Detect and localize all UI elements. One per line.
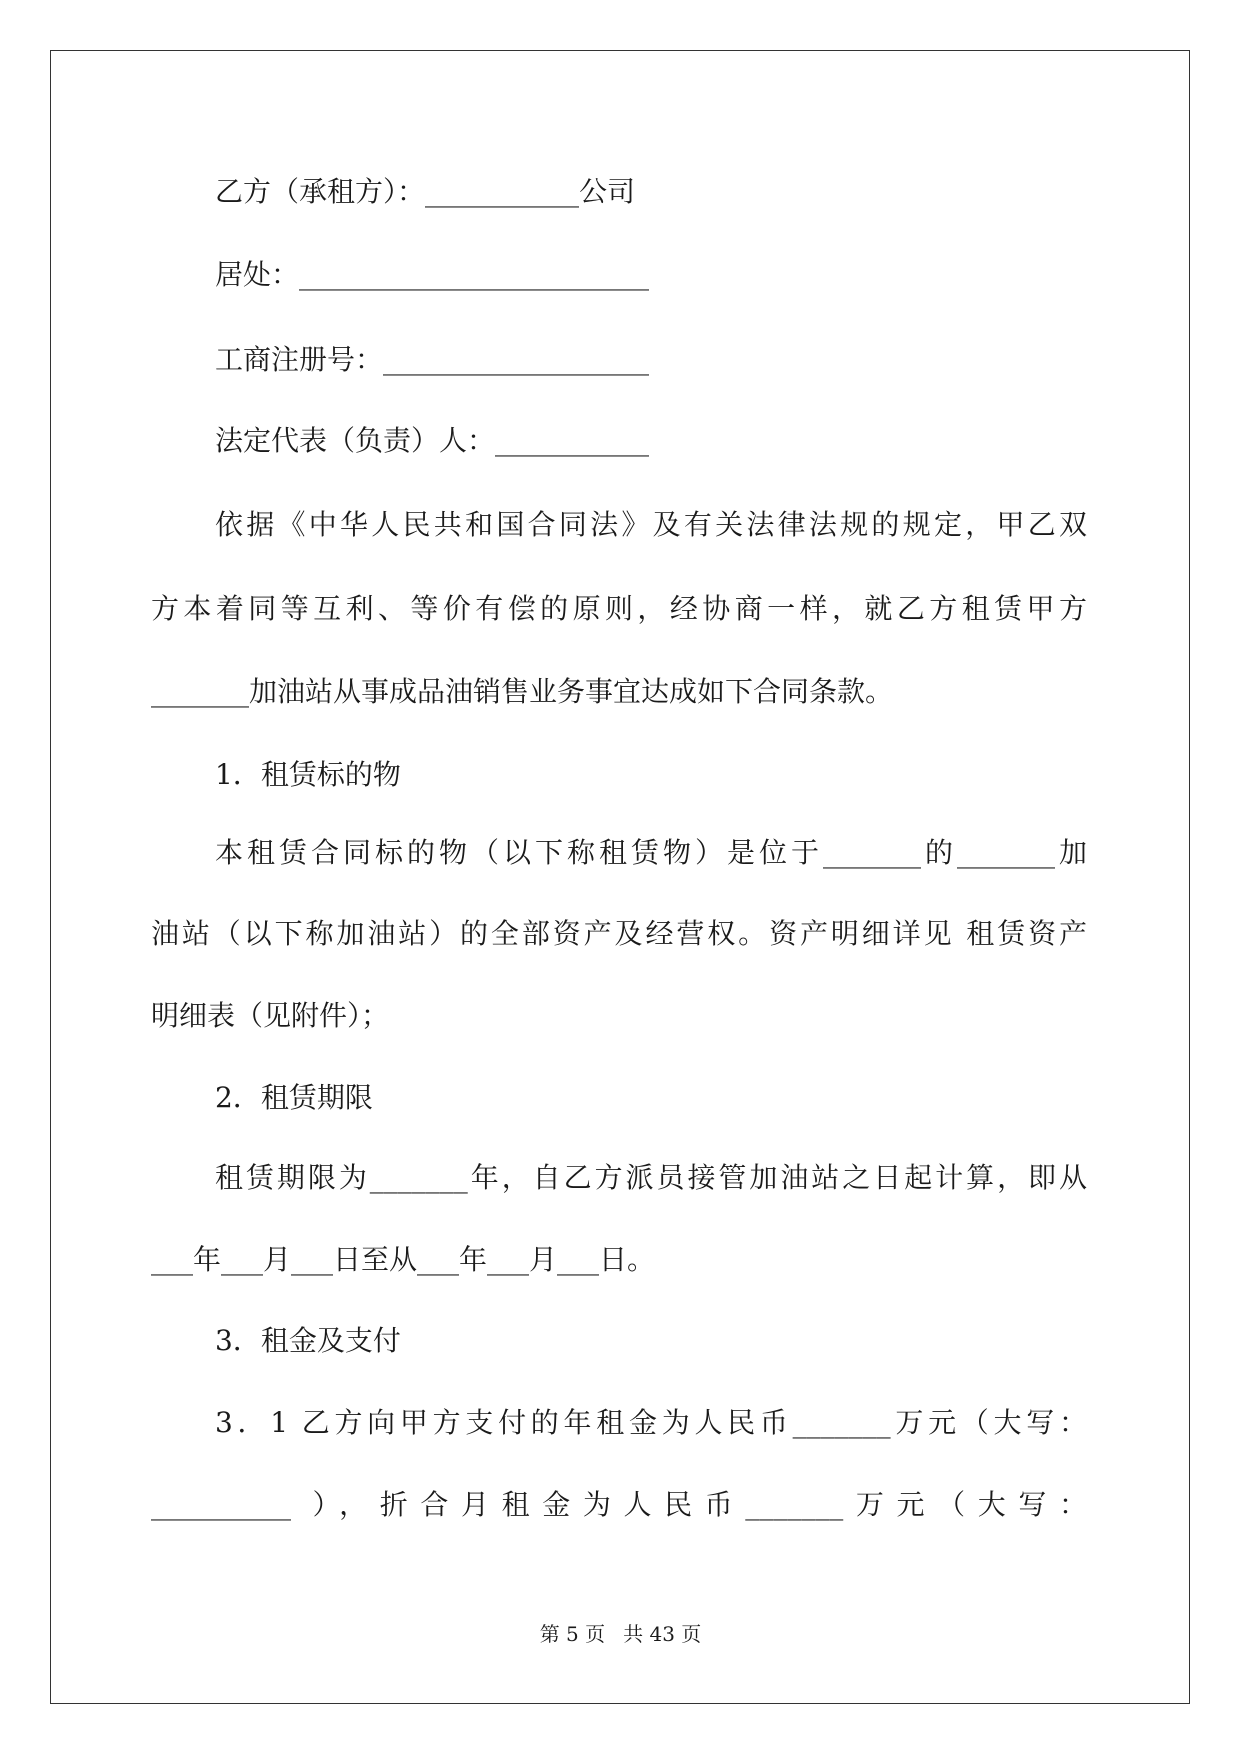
party-b-line: 乙方（承租方）：___________公司 [215, 175, 636, 208]
page-number: 第 5 页 [539, 1622, 606, 1646]
legal-rep-line: 法定代表（负责）人：___________ [215, 424, 650, 457]
paragraph-line: ___年___月___日至从___年___月___日。 [151, 1243, 656, 1276]
section-heading: 3．租金及支付 [215, 1324, 401, 1357]
section-heading: 1．租赁标的物 [215, 758, 401, 791]
registration-line: 工商注册号：___________________ [215, 343, 650, 376]
paragraph-line: _______加油站从事成品油销售业务事宜达成如下合同条款。 [151, 675, 894, 708]
page-footer [0, 1622, 1241, 1646]
page-border [50, 50, 1190, 1704]
paragraph-line: 依据《中华人民共和国合同法》及有关法律法规的规定，甲乙双 [215, 508, 1087, 541]
page-total: 共 43 页 [623, 1622, 702, 1646]
address-line: 居处：_________________________ [215, 258, 650, 291]
paragraph-line: 本租赁合同标的物（以下称租赁物）是位于_______的_______加 [215, 836, 1087, 869]
paragraph-line: 方本着同等互利、等价有偿的原则，经协商一样，就乙方租赁甲方 [151, 592, 1087, 625]
paragraph-line: __________ ），折合月租金为人民币_______万元（大写： [151, 1488, 1087, 1521]
paragraph-line: 租赁期限为_______年，自乙方派员接管加油站之日起计算，即从 [215, 1161, 1087, 1194]
paragraph-line: 3．1 乙方向甲方支付的年租金为人民币_______万元（大写： [215, 1406, 1087, 1439]
paragraph-line: 明细表（见附件）； [151, 999, 390, 1032]
section-heading: 2．租赁期限 [215, 1081, 373, 1114]
paragraph-line: 油站（以下称加油站）的全部资产及经营权。资产明细详见 租赁资产 [151, 917, 1087, 950]
